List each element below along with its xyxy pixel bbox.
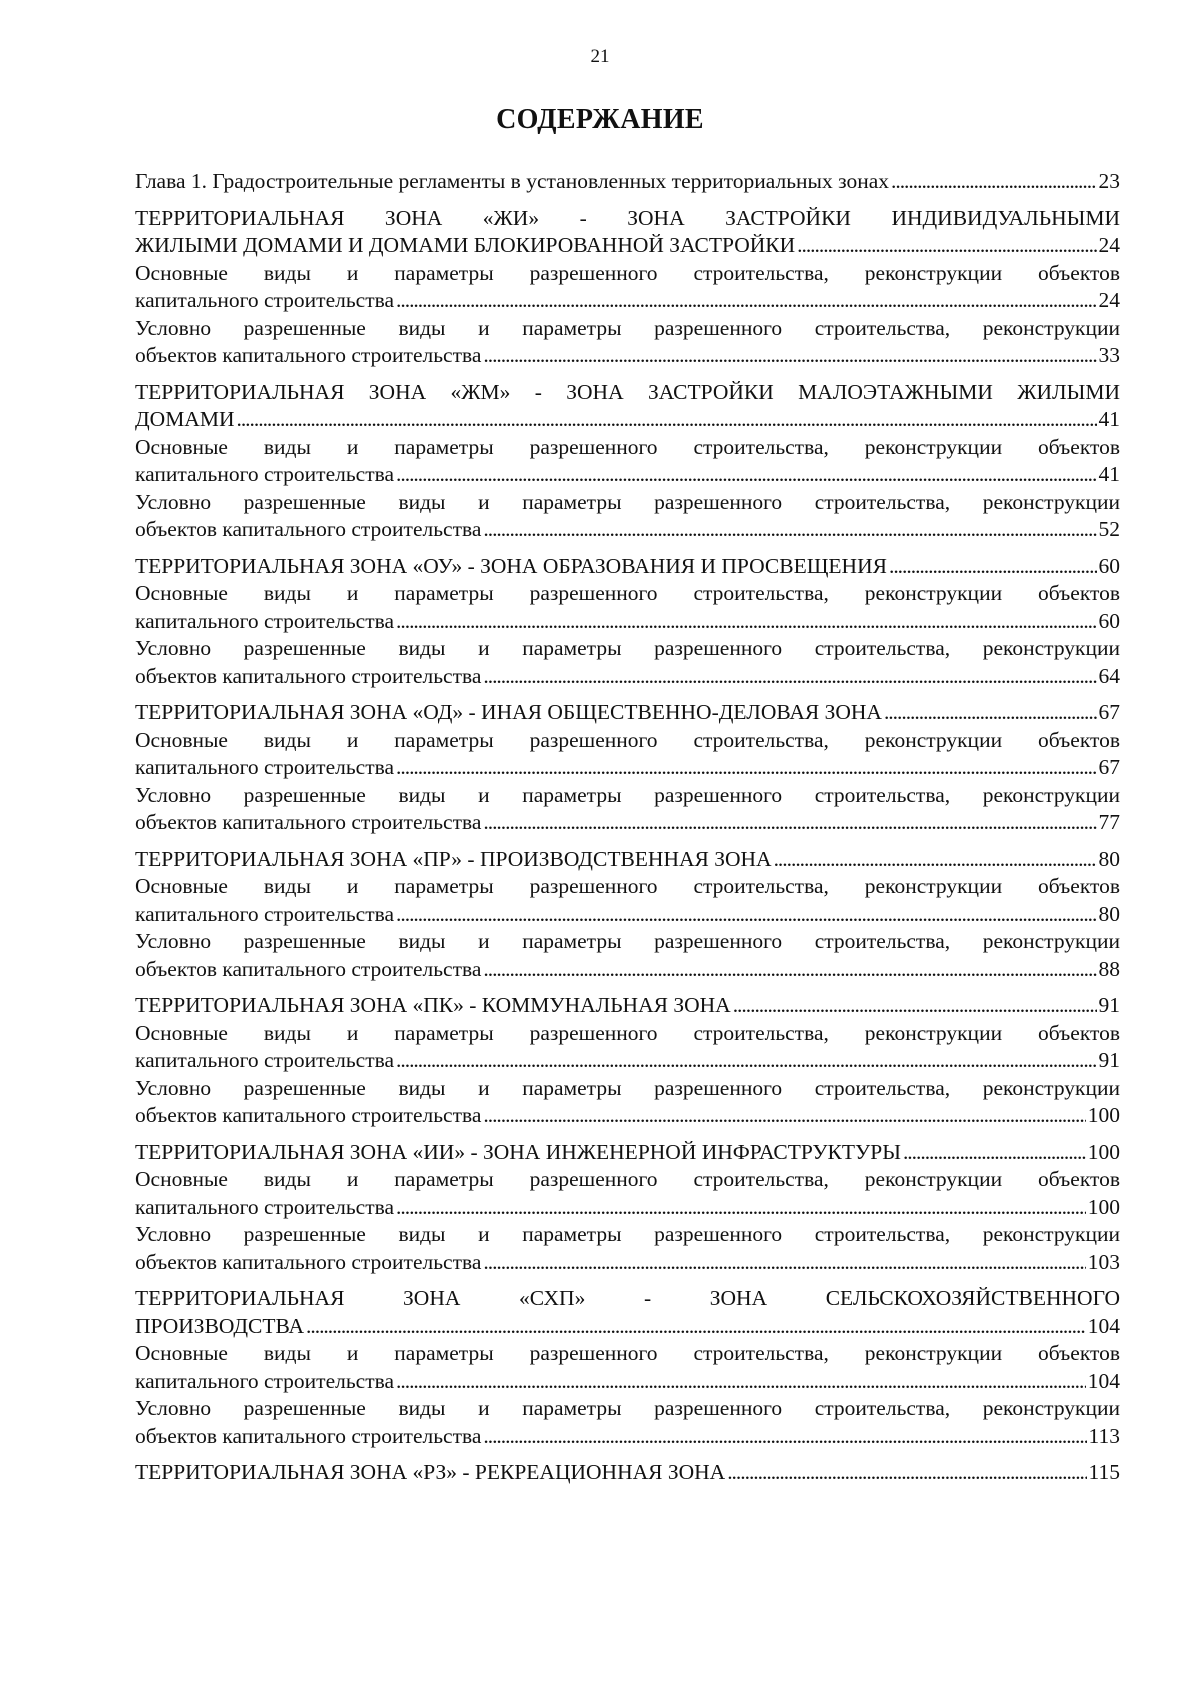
toc-page-number: 104	[1087, 1368, 1120, 1393]
toc-subentry-conditional[interactable]: Условно разрешенные виды и параметры разрешенного строительства, реконструкции	[135, 315, 1120, 340]
toc-entry[interactable]	[135, 1459, 1120, 1487]
toc-subentry-conditional[interactable]: Условно разрешенные виды и параметры разрешенного строительства, реконструкции	[135, 636, 1120, 660]
toc-entry[interactable]	[135, 1368, 1120, 1396]
toc-entry-text: капитального строительства	[135, 1368, 395, 1393]
toc-entry[interactable]	[135, 553, 1120, 581]
toc-zone	[135, 992, 1120, 1130]
toc-subentry-conditional[interactable]: Условно разрешенные виды и параметры разрешенного строительства, реконструкции	[135, 489, 1120, 514]
dot-leader	[236, 406, 1096, 434]
dot-leader	[396, 754, 1096, 782]
toc-subentry-main[interactable]: Основные виды и параметры разрешенного строительства, реконструкции объектов	[135, 581, 1120, 605]
toc-entry-text: капитального строительства	[135, 288, 395, 312]
toc-page-number: 24	[1098, 288, 1120, 312]
dot-leader	[483, 516, 1096, 544]
dot-leader	[483, 1249, 1085, 1277]
toc-entry-text: капитального строительства	[135, 1048, 395, 1072]
dot-leader	[727, 1459, 1086, 1487]
toc-zone-heading: ТЕРРИТОРИАЛЬНАЯ ЗОНА «ОУ» - ЗОНА ОБРАЗОВАНИЯ И ПРОСВЕЩЕНИЯ	[135, 553, 887, 578]
toc-entry[interactable]	[135, 1139, 1120, 1167]
toc-entry-text: объектов капитального строительства	[135, 956, 482, 981]
toc-page-number: 60	[1098, 553, 1120, 578]
toc-subentry-conditional[interactable]: Условно разрешенные виды и параметры разрешенного строительства, реконструкции	[135, 929, 1120, 953]
toc-entry[interactable]	[135, 1423, 1120, 1451]
toc-subentry-conditional[interactable]: Условно разрешенные виды и параметры разрешенного строительства, реконструкции	[135, 1075, 1120, 1100]
toc-page-number: 80	[1098, 901, 1120, 926]
toc-page-number: 23	[1098, 169, 1120, 193]
toc-subentry-main[interactable]: Основные виды и параметры разрешенного строительства, реконструкции объектов	[135, 1020, 1120, 1045]
toc-page-number: 60	[1098, 608, 1120, 633]
toc-zone	[135, 205, 1120, 370]
toc-chapter	[135, 168, 1120, 196]
toc-page-number: 103	[1087, 1249, 1120, 1274]
toc-subentry-conditional[interactable]: Условно разрешенные виды и параметры разрешенного строительства, реконструкции	[135, 782, 1120, 807]
toc-subentry-main[interactable]: Основные виды и параметры разрешенного строительства, реконструкции объектов	[135, 260, 1120, 285]
toc-entry[interactable]	[135, 516, 1120, 544]
toc-entry[interactable]	[135, 1249, 1120, 1277]
toc-subentry-main[interactable]: Основные виды и параметры разрешенного строительства, реконструкции объектов	[135, 1167, 1120, 1191]
toc-subentry-main[interactable]: Основные виды и параметры разрешенного строительства, реконструкции объектов	[135, 727, 1120, 752]
dot-leader	[483, 1102, 1085, 1130]
toc-zone-heading: ТЕРРИТОРИАЛЬНАЯ ЗОНА «ПР» - ПРОИЗВОДСТВЕННАЯ ЗОНА	[135, 846, 772, 871]
toc-page-number: 104	[1087, 1313, 1120, 1338]
toc-page-number: 67	[1098, 755, 1120, 779]
toc-subentry-main[interactable]: Основные виды и параметры разрешенного строительства, реконструкции объектов	[135, 1341, 1120, 1365]
toc-entry-text: объектов капитального строительства	[135, 517, 482, 541]
toc-entry-text: объектов капитального строительства	[135, 810, 482, 834]
toc-zone-heading[interactable]: ТЕРРИТОРИАЛЬНАЯ ЗОНА «СХП» - ЗОНА СЕЛЬСКОХОЗЯЙСТВЕННОГО	[135, 1286, 1120, 1310]
toc-entry[interactable]	[135, 699, 1120, 727]
dot-leader	[797, 232, 1096, 260]
toc-entry[interactable]	[135, 992, 1120, 1020]
toc-subentry-main[interactable]: Основные виды и параметры разрешенного строительства, реконструкции объектов	[135, 874, 1120, 898]
toc-entry[interactable]	[135, 1047, 1120, 1075]
toc-entry-text: ЖИЛЫМИ ДОМАМИ И ДОМАМИ БЛОКИРОВАННОЙ ЗАСТРОЙКИ	[135, 233, 796, 257]
dot-leader	[396, 461, 1096, 489]
dot-leader	[884, 699, 1097, 727]
toc-entry[interactable]	[135, 846, 1120, 874]
dot-leader	[396, 608, 1096, 636]
toc-zone	[135, 846, 1120, 984]
dot-leader	[396, 287, 1096, 315]
toc-zone-heading: ТЕРРИТОРИАЛЬНАЯ ЗОНА «ИИ» - ЗОНА ИНЖЕНЕРНОЙ ИНФРАСТРУКТУРЫ	[135, 1139, 901, 1164]
toc-entry-text: капитального строительства	[135, 462, 395, 486]
page-title: СОДЕРЖАНИЕ	[496, 104, 704, 135]
toc-page-number: 24	[1098, 233, 1120, 257]
toc-entry[interactable]	[135, 956, 1120, 984]
toc-page-number: 91	[1098, 1048, 1120, 1072]
page-number: 21	[590, 46, 610, 67]
toc-subentry-main[interactable]: Основные виды и параметры разрешенного строительства, реконструкции объектов	[135, 434, 1120, 459]
dot-leader	[733, 992, 1097, 1020]
toc-entry-text: объектов капитального строительства	[135, 343, 482, 367]
toc-entry-text: объектов капитального строительства	[135, 1103, 482, 1127]
toc-page-number: 115	[1088, 1460, 1120, 1484]
toc-page-number: 77	[1098, 810, 1120, 834]
toc-entry-text: объектов капитального строительства	[135, 1249, 482, 1274]
toc-zone-heading: ТЕРРИТОРИАЛЬНАЯ ЗОНА «ОД» - ИНАЯ ОБЩЕСТВЕННО-ДЕЛОВАЯ ЗОНА	[135, 700, 882, 724]
toc-entry-text: капитального строительства	[135, 755, 395, 779]
dot-leader	[891, 168, 1097, 196]
toc-page-number: 41	[1098, 462, 1120, 486]
dot-leader	[483, 1423, 1086, 1451]
dot-leader	[483, 663, 1096, 691]
dot-leader	[306, 1313, 1086, 1341]
toc-entry[interactable]	[135, 608, 1120, 636]
dot-leader	[396, 1194, 1086, 1222]
toc-page-number: 41	[1098, 407, 1120, 431]
toc-entry-text: объектов капитального строительства	[135, 663, 482, 688]
dot-leader	[483, 809, 1096, 837]
table-of-contents	[135, 168, 1120, 1487]
toc-entry[interactable]	[135, 809, 1120, 837]
toc-entry[interactable]	[135, 1194, 1120, 1222]
toc-entry[interactable]	[135, 232, 1120, 260]
toc-entry[interactable]	[135, 342, 1120, 370]
toc-entry-text: капитального строительства	[135, 901, 395, 926]
toc-entry[interactable]	[135, 406, 1120, 434]
toc-entry[interactable]	[135, 287, 1120, 315]
toc-zone	[135, 553, 1120, 691]
toc-page-number: 88	[1098, 956, 1120, 981]
toc-zone-heading: ТЕРРИТОРИАЛЬНАЯ ЗОНА «РЗ» - РЕКРЕАЦИОННАЯ ЗОНА	[135, 1460, 726, 1484]
toc-entry[interactable]	[135, 754, 1120, 782]
toc-entry-text: капитального строительства	[135, 1194, 395, 1219]
toc-zone	[135, 379, 1120, 544]
toc-zone	[135, 699, 1120, 837]
toc-entry[interactable]	[135, 1102, 1120, 1130]
dot-leader	[396, 1368, 1086, 1396]
dot-leader	[483, 956, 1096, 984]
dot-leader	[903, 1139, 1086, 1167]
toc-subentry-conditional[interactable]: Условно разрешенные виды и параметры разрешенного строительства, реконструкции	[135, 1396, 1120, 1420]
toc-page-number: 100	[1087, 1139, 1120, 1164]
toc-zone	[135, 1285, 1120, 1450]
toc-entry-text: капитального строительства	[135, 608, 395, 633]
toc-page-number: 67	[1098, 700, 1120, 724]
toc-entry[interactable]	[135, 663, 1120, 691]
toc-entry[interactable]	[135, 168, 1120, 196]
dot-leader	[483, 342, 1096, 370]
toc-page-number: 80	[1098, 846, 1120, 871]
toc-entry-text: объектов капитального строительства	[135, 1423, 482, 1448]
dot-leader	[396, 1047, 1096, 1075]
toc-subentry-conditional[interactable]: Условно разрешенные виды и параметры разрешенного строительства, реконструкции	[135, 1222, 1120, 1246]
toc-entry-text: Глава 1. Градостроительные регламенты в установленных территориальных зонах	[135, 169, 889, 193]
toc-zone	[135, 1139, 1120, 1277]
dot-leader	[396, 901, 1096, 929]
toc-entry-text: ДОМАМИ	[135, 407, 235, 431]
toc-zone-heading[interactable]: ТЕРРИТОРИАЛЬНАЯ ЗОНА «ЖИ» - ЗОНА ЗАСТРОЙКИ ИНДИВИДУАЛЬНЫМИ	[135, 205, 1120, 230]
toc-page-number: 100	[1087, 1194, 1120, 1219]
toc-entry[interactable]	[135, 461, 1120, 489]
toc-page-number: 113	[1088, 1423, 1120, 1448]
toc-entry-text: ПРОИЗВОДСТВА	[135, 1313, 305, 1338]
toc-zone-heading[interactable]: ТЕРРИТОРИАЛЬНАЯ ЗОНА «ЖМ» - ЗОНА ЗАСТРОЙКИ МАЛОЭТАЖНЫМИ ЖИЛЫМИ	[135, 379, 1120, 404]
dot-leader	[774, 846, 1097, 874]
toc-entry[interactable]	[135, 1313, 1120, 1341]
toc-page-number: 91	[1098, 993, 1120, 1017]
toc-page-number: 100	[1087, 1103, 1120, 1127]
toc-zone-heading: ТЕРРИТОРИАЛЬНАЯ ЗОНА «ПК» - КОММУНАЛЬНАЯ ЗОНА	[135, 993, 731, 1017]
dot-leader	[889, 553, 1097, 581]
toc-page-number: 33	[1098, 343, 1120, 367]
toc-zone	[135, 1459, 1120, 1487]
toc-page-number: 52	[1098, 517, 1120, 541]
toc-page-number: 64	[1098, 663, 1120, 688]
toc-entry[interactable]	[135, 901, 1120, 929]
